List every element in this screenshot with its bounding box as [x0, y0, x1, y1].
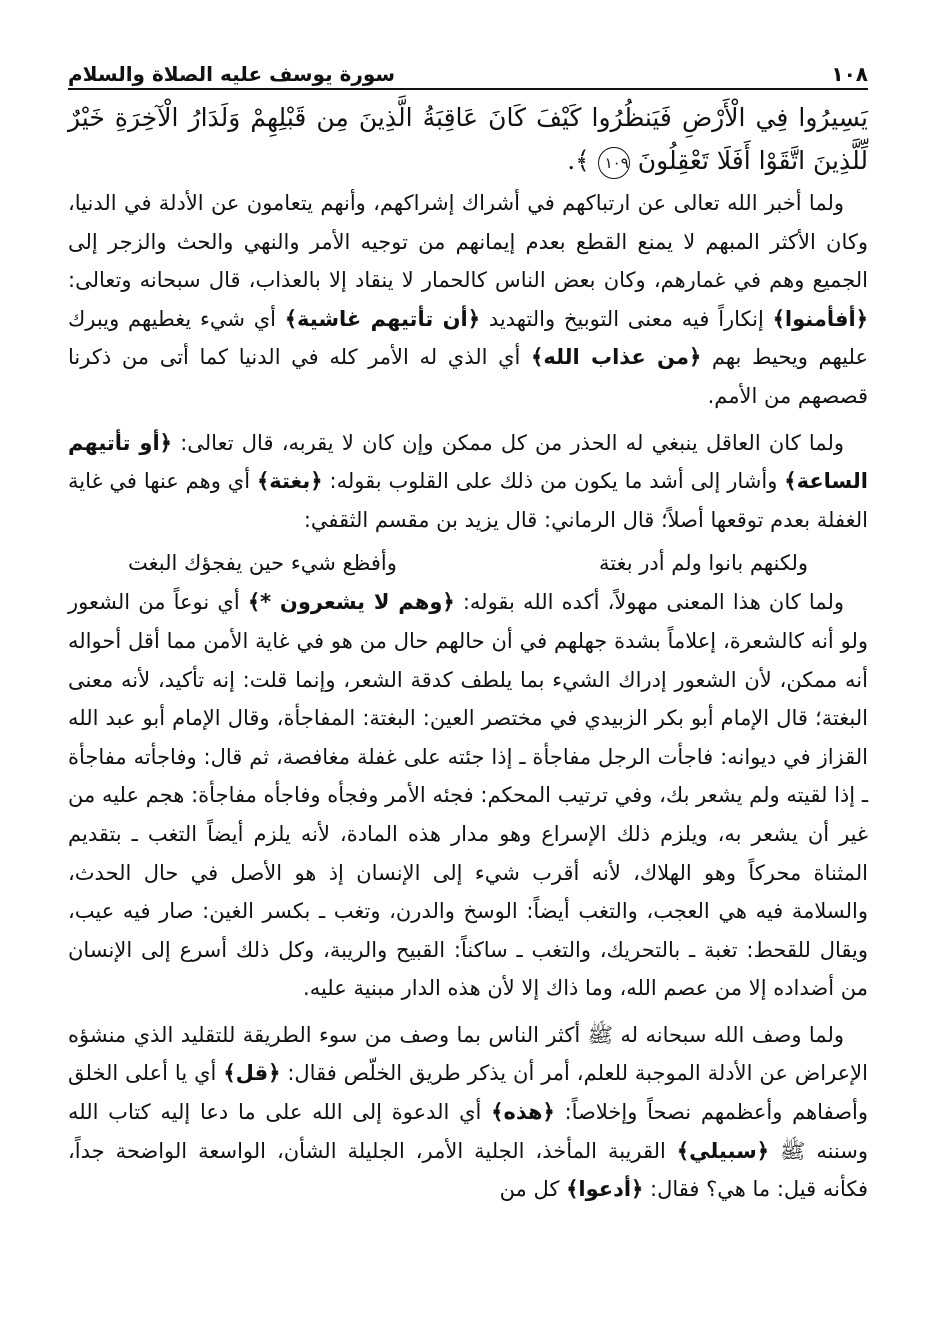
- paragraph-text: وأشار إلى أشد ما يكون من ذلك على القلوب بقوله:: [322, 469, 785, 494]
- paragraph-text: ولما وصف الله سبحانه له ﷺ أكثر الناس بما وصف من سوء الطريقة للتقليد الذي منشؤه الإعراض عن الأدلة الموجبة للعلم، أمر أن يذكر طريق الخلّص فقال:: [68, 1022, 868, 1086]
- quran-verse-text: يَسِيرُوا فِي الْأَرْضِ فَيَنظُرُوا كَيْفَ كَانَ عَاقِبَةُ الَّذِينَ مِن قَبْلِهِمْ وَلَدَارُ الْآخِرَةِ خَيْرٌ لِّلَّذِينَ اتَّقَوْا أَفَلَا تَعْقِلُونَ: [68, 103, 868, 175]
- quran-verse: [68, 96, 868, 182]
- quran-quote: ﴿وهم لا يشعرون *﴾: [247, 590, 455, 615]
- paragraph-text: القريبة المأخذ، الجلية الأمر، الجليلة الشأن، الواسعة الواضحة جداً، فكأنه قيل: ما هي؟ فقال:: [68, 1138, 868, 1202]
- quran-quote: ﴿قل﴾: [223, 1061, 281, 1086]
- paragraph-2: [68, 424, 868, 540]
- book-page: [68, 46, 868, 1209]
- quran-closing-bracket: ﴾.: [567, 146, 590, 175]
- quran-quote: ﴿أو تأتيهم الساعة﴾: [68, 430, 869, 494]
- verse-second-hemistich: وأفظع شيء حين يفجؤك البغت: [128, 551, 397, 576]
- page-number: ١٠٨: [831, 62, 868, 86]
- surah-title: سورة يوسف عليه الصلاة والسلام: [68, 62, 396, 86]
- paragraph-text: أي شيء يغطيهم ويبرك عليهم ويحيط بهم: [68, 306, 868, 370]
- paragraph-text: أي الذي له الأمر كله في الدنيا كما أتى من ذكرنا قصصهم من الأمم.: [68, 345, 868, 408]
- paragraph-text: أي نوعاً من الشعور ولو أنه كالشعرة، إعلاماً بشدة جهلهم في أن حالهم حال من هو في غاية الأمن مما أقل أحواله أنه ممكن، لأن الشعور إدراك الشيء بما يلطف كدقة الشعر، وإنما قلت: إنه تأكيد، لأنه معنى البغتة؛ قال الإمام أبو بكر الزبيدي في مختصر العين: البغتة: المفاجأة، وقال الإمام أبو عبد الله القزاز في ديوانه: فاجأت الرجل مفاجأة ـ إذا جئته على غفلة مغافصة، ثم قال: وفاجأته مفاجأة ـ إذا لقيته ولم يشعر بك، وفي ترتيب المحكم: فجئه الأمر وفجأه وفاجأه مفاجأة: هجم عليه من غير أن يشعر به، ويلزم ذلك الإسراع وهو مدار هذه المادة، لأنه يلزم أيضاً التغب ـ بتقديم المثناة محركاً وهو الهلاك، لأنه أقرب شيء إلى الإنسان إذ هو الأصل في حال الحدث، والسلامة فيه هي العجب، والتغب أيضاً: الوسخ والدرن، وتغب ـ بكسر الغين: صار فيه عيب، ويقال للقحط: تغبة ـ بالتحريك، والتغب ـ ساكناً: القبيح والريبة، وكل ذلك أسرع إلى الإنسان من أضداده إلا من عصم الله، وما ذاك إلا لأن هذه الدار مبنية عليه.: [68, 590, 868, 1001]
- quran-quote: ﴿من عذاب الله﴾: [531, 345, 702, 370]
- paragraph-3: [68, 583, 868, 1008]
- verse-first-hemistich: ولكنهم بانوا ولم أدر بغتة: [598, 551, 808, 576]
- paragraph-text: إنكاراً فيه معنى التوبيخ والتهديد: [480, 306, 773, 331]
- paragraph-text: كل من: [499, 1177, 567, 1202]
- header-rule: [68, 88, 868, 90]
- quran-quote: ﴿أن تأتيهم غاشية﴾: [284, 306, 481, 331]
- paragraph-1: [68, 184, 868, 416]
- paragraph-text: أي وهم عنها في غاية الغفلة بعدم توقعها أصلاً؛ قال الرماني: قال يزيد بن مقسم الثقفي:: [68, 469, 868, 532]
- page-header: [68, 46, 868, 86]
- paragraph-text: ولما كان هذا المعنى مهولاً، أكده الله بقوله:: [454, 590, 844, 615]
- paragraph-text: أي يا أعلى الخلق وأصفاهم وأعظمهم نصحاً وإخلاصاً:: [68, 1061, 868, 1125]
- paragraph-text: أي الدعوة إلى الله على ما دعا إليه كتاب الله وسننه ﷺ: [68, 1100, 868, 1163]
- poetry-verse: [68, 543, 868, 583]
- quran-quote: ﴿سبيلي﴾: [676, 1138, 770, 1163]
- quran-quote: ﴿بغتة﴾: [256, 469, 323, 494]
- paragraph-4: [68, 1016, 868, 1209]
- paragraph-text: ولما كان العاقل ينبغي له الحذر من كل ممكن وإن كان لا يقربه، قال تعالى:: [171, 430, 844, 455]
- quran-quote: ﴿أدعوا﴾: [566, 1177, 644, 1202]
- quran-quote: ﴿أفأمنوا﴾: [772, 306, 869, 331]
- ayah-number-marker: ١٠٩: [598, 147, 630, 179]
- paragraph-text: ولما أخبر الله تعالى عن ارتباكهم في أشراك إشراكهم، وأنهم يتعامون عن الأدلة في الدنيا، وكان الأكثر المبهم لا يمنع القطع بعدم إيمانهم من توجيه الأمر والنهي والحث والزجر إلى الجميع وهم في غمارهم، وكان بعض الناس كالحمار لا ينقاد إلا بالعذاب، قال سبحانه وتعالى:: [68, 191, 868, 293]
- quran-quote: ﴿هذه﴾: [491, 1100, 555, 1125]
